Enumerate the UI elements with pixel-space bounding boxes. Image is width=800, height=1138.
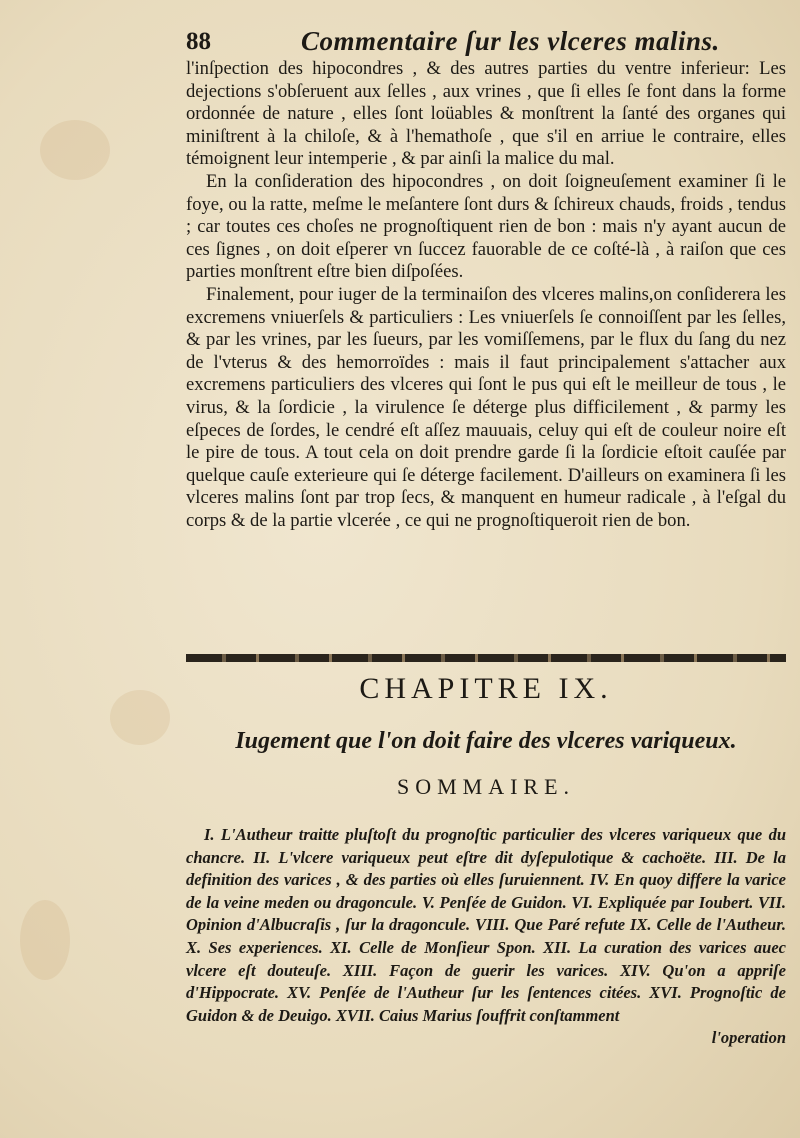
- paragraph: l'inſpection des hipocondres , & des autres parties du ventre inferieur: Les dejections s'obſeruent aux ſelles , aux vrines , que ſi elles ſe font dans la forme ordonnée de nature , elles ſont loüables & monſtrent la ſanté des organes qui miniſtrent à la chiloſe, & à l'hemathoſe , que s'il en arriue le contraire, elles témoignent leur intemperie , & par ainſi la malice du mal.: [186, 58, 786, 170]
- foxing-stain: [20, 900, 70, 980]
- paragraph: En la conſideration des hipocondres , on doit ſoigneuſement examiner ſi le foye, ou la ratte, meſme le meſantere ſont durs & ſchireux chauds, froids , tendus ; car toutes ces choſes ne prognoſtiquent rien de bon : mais n'y ayant aucun de ces ſignes , on doit eſperer vn ſuccez fauorable de ce coſté-là , à raiſon que ces parties monſtrent eſtre bien diſpoſées.: [186, 170, 786, 283]
- summary-text-end: l'operation: [711, 1028, 786, 1048]
- body-text: [186, 58, 786, 532]
- running-head: [186, 28, 786, 58]
- sommaire-heading: SOMMAIRE.: [396, 774, 576, 799]
- foxing-stain: [40, 120, 110, 180]
- page-number: 88: [186, 28, 211, 55]
- foxing-stain: [110, 690, 170, 745]
- chapter-subtitle: Iugement que l'on doit faire des vlceres variqueux.: [235, 728, 737, 754]
- chapter-summary: [186, 824, 786, 1050]
- chapter-title: CHAPITRE IX.: [359, 672, 613, 705]
- running-title: Commentaire ſur les vlceres malins.: [301, 26, 720, 56]
- ornamental-rule: [186, 654, 786, 662]
- summary-text: I. L'Autheur traitte pluſtoſt du prognoſtic particulier des vlceres variqueux que du chancre. II. L'vlcere variqueux peut eſtre dit dyſepulotique & cachoëte. III. De la definition des varices , & des parties où elles ſuruiennent. IV. En quoy differe la varice de la veine meden ou dragoncule. V. Penſée de Guidon. VI. Expliquée par Ioubert. VII. Opinion d'Albucraſis , ſur la dragoncule. VIII. Que Paré refute IX. Celle de l'Autheur. X. Ses experiences. XI. Celle de Monſieur Spon. XII. La curation des varices auec vlcere eſt douteuſe. XIII. Façon de guerir les varices. XIV. Qu'on a appriſe d'Hippocrate. XV. Penſée de l'Autheur ſur les ſentences citées. XVI. Prognoſtic de Guidon & de Deuigo. XVII. Caius Marius ſouffrit conſtamment: [186, 825, 786, 1025]
- paragraph: Finalement, pour iuger de la terminaiſon des vlceres malins,on conſiderera les excremens vniuerſels & particuliers : Les vniuerſels ſe connoiſſent par les ſelles, & par les vrines, par les ſueurs, par les vomiſſemens, par le flux du ſang du nez de l'vterus & des hemorroïdes : mais il faut principalement s'attacher aux excremens particuliers des vlceres qui ſont le pus qui eſt le meilleur de tous , le virus, & la ſordicie , la virulence ſe déterge plus difficilement , & parmy les eſpeces de ſordes, le cendré eſt aſſez mauuais, celuy qui eſt de couleur noire eſt le pire de tous. A tout cela on doit prendre garde ſi la ſordicie eſtoit cauſée par quelque cauſe exterieure qui ſe déterge facilement. D'ailleurs on examinera ſi les vlceres malins ſont par trop ſecs, & manquent en humeur radicale , à l'eſgal du corps & de la partie vlcerée , ce qui ne prognoſtiqueroit rien de bon.: [186, 283, 786, 531]
